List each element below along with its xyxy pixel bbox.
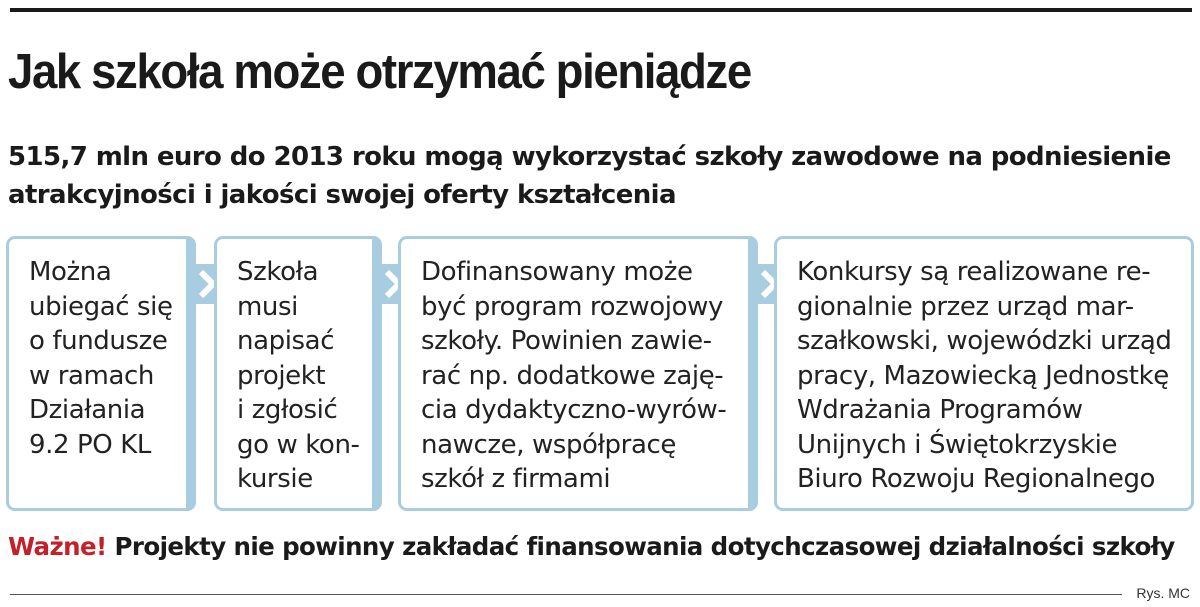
step-box-4 bbox=[774, 236, 1194, 511]
top-rule bbox=[10, 8, 1192, 12]
step-text-2: Szkoła musi napisać projekt i zgłosić go w kon- kursie bbox=[237, 257, 360, 494]
subtitle: 515,7 mln euro do 2013 roku mogą wykorzystać szkoły zawodowe na podniesienie atrakcyjności i jakości swojej oferty kształcenia bbox=[8, 142, 1171, 210]
step-text-1: Można ubiegać się o fundusze w ramach Działania 9.2 PO KL bbox=[29, 257, 173, 460]
step-text-4: Konkursy są realizowane re- gionalnie przez urząd mar- szałkowski, wojewódzki urząd pracy, Mazowiecką Jednostkę Wdrażania Programów Unijnych i Świętokrzyskie Biuro Rozwoju Regionalnego bbox=[797, 257, 1172, 494]
important-note bbox=[8, 532, 1175, 561]
page-title: Jak szkoła może otrzymać pieniądze bbox=[8, 45, 751, 99]
bottom-rule bbox=[10, 594, 1122, 595]
credit: Rys. MC bbox=[1136, 585, 1190, 601]
step-box-3 bbox=[398, 236, 758, 511]
important-text: Projekty nie powinny zakładać finansowania dotychczasowej działalności szkoły bbox=[106, 532, 1175, 561]
important-label: Ważne! bbox=[8, 532, 107, 561]
step-box-1 bbox=[6, 236, 196, 511]
step-box-2 bbox=[214, 236, 382, 511]
step-text-3: Dofinansowany może być program rozwojowy szkoły. Powinien zawie- rać np. dodatkowe zaję- cia dydaktyczno-wyrów- nawcze, współpracę szkół z firmami bbox=[421, 257, 727, 494]
